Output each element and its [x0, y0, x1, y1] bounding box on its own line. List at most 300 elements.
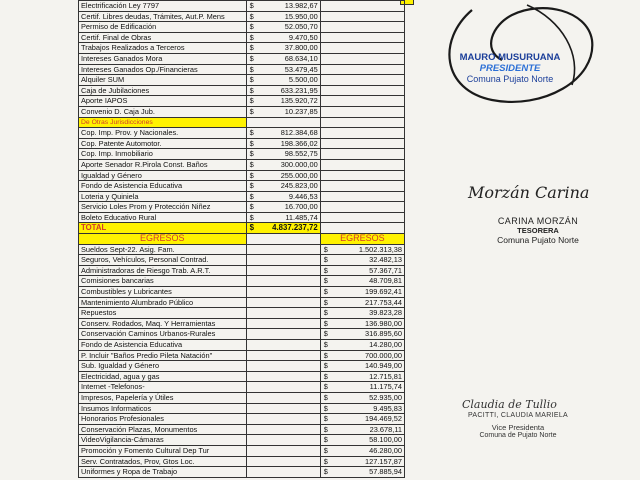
amount-cell	[323, 393, 402, 403]
ingreso-row	[79, 75, 405, 86]
egreso-row	[79, 276, 405, 287]
amount-value: 98.552,75	[284, 149, 318, 159]
ledger-table	[78, 0, 405, 478]
total-row	[79, 223, 405, 234]
currency-symbol: $	[249, 53, 254, 63]
row-label: Combustibles y Lubricantes	[79, 287, 247, 298]
row-amount	[246, 85, 320, 96]
row-amount	[320, 265, 404, 276]
amount-cell	[249, 22, 318, 32]
ingreso-row	[79, 43, 405, 54]
row-amount	[320, 361, 404, 372]
empty-cell	[320, 1, 404, 12]
row-amount	[246, 181, 320, 192]
otras-row	[79, 149, 405, 160]
row-amount	[320, 435, 404, 446]
row-label: Uniformes y Ropa de Trabajo	[79, 467, 247, 478]
amount-value: 9.495,83	[373, 403, 402, 413]
otras-row	[79, 212, 405, 223]
row-label: Servicio Loles Prom y Protección Niñez	[79, 202, 247, 213]
empty-cell	[246, 382, 320, 393]
amount-cell	[249, 202, 318, 212]
empty-cell	[246, 361, 320, 372]
amount-value: 48.709,81	[369, 276, 402, 286]
egreso-row	[79, 424, 405, 435]
egreso-row	[79, 382, 405, 393]
treasurer-role: TESORERA	[517, 226, 559, 235]
empty-cell	[246, 276, 320, 287]
row-amount	[320, 244, 404, 255]
empty-cell	[246, 467, 320, 478]
egreso-row	[79, 255, 405, 266]
amount-value: 23.678,11	[369, 424, 402, 434]
row-amount	[320, 329, 404, 340]
empty-cell	[320, 64, 404, 75]
row-amount	[320, 403, 404, 414]
row-label: Aporte IAPOS	[79, 96, 247, 107]
ingreso-row	[79, 1, 405, 12]
row-amount	[246, 22, 320, 33]
row-label: Conservación Plazas, Monumentos	[79, 424, 247, 435]
row-label: Electricidad, agua y gas	[79, 371, 247, 382]
empty-cell	[246, 234, 320, 245]
row-amount	[320, 255, 404, 266]
row-amount	[320, 382, 404, 393]
empty-cell	[320, 11, 404, 22]
amount-cell	[323, 308, 402, 318]
amount-value: 217.753,44	[365, 297, 402, 307]
row-label: Igualdad y Género	[79, 170, 247, 181]
row-label: Administradoras de Riesgo Trab. A.R.T.	[79, 265, 247, 276]
empty-cell	[320, 32, 404, 43]
amount-value: 52.935,00	[369, 392, 402, 402]
row-amount	[320, 456, 404, 467]
treasurer-name: CARINA MORZÁN	[497, 216, 579, 226]
currency-symbol: $	[249, 149, 254, 159]
amount-value: 9.470,50	[288, 32, 318, 42]
amount-cell	[323, 266, 402, 276]
currency-symbol: $	[323, 318, 328, 328]
amount-value: 32.482,13	[369, 255, 402, 265]
egreso-row	[79, 371, 405, 382]
amount-cell	[323, 298, 402, 308]
row-label: Caja de Jubilaciones	[79, 85, 247, 96]
row-label: Fondo de Asistencia Educativa	[79, 340, 247, 351]
amount-value: 39.823,28	[369, 308, 402, 318]
empty-cell	[246, 435, 320, 446]
amount-cell	[323, 351, 402, 361]
amount-value: 194.469,52	[365, 414, 402, 424]
amount-cell	[249, 160, 318, 170]
empty-cell	[246, 445, 320, 456]
row-amount	[246, 159, 320, 170]
egreso-row	[79, 265, 405, 276]
amount-cell	[249, 43, 318, 53]
egreso-row	[79, 435, 405, 446]
amount-value: 1.502.313,38	[358, 244, 402, 254]
ledger-sheet	[78, 0, 405, 478]
currency-symbol: $	[323, 371, 328, 381]
empty-cell	[246, 244, 320, 255]
empty-cell	[246, 297, 320, 308]
amount-value: 300.000,00	[280, 159, 318, 169]
president-org: Comuna Pujato Norte	[466, 74, 554, 84]
row-label: Cop. Patente Automotor.	[79, 138, 247, 149]
row-amount	[246, 96, 320, 107]
amount-cell	[323, 404, 402, 414]
currency-symbol: $	[323, 403, 328, 413]
egreso-row	[79, 244, 405, 255]
empty-cell	[246, 371, 320, 382]
amount-value: 140.949,00	[365, 361, 402, 371]
amount-cell	[249, 75, 318, 85]
currency-symbol: $	[323, 244, 328, 254]
amount-cell	[323, 446, 402, 456]
empty-cell	[320, 22, 404, 33]
row-label: Trabajos Realizados a Terceros	[79, 43, 247, 54]
row-label: P. Incluir "Baños Predio Pileta Natación"	[79, 350, 247, 361]
empty-cell	[320, 85, 404, 96]
empty-cell	[246, 255, 320, 266]
amount-value: 9.446,53	[288, 191, 318, 201]
row-amount	[246, 170, 320, 181]
amount-cell	[249, 139, 318, 149]
empty-cell	[320, 138, 404, 149]
row-amount	[320, 371, 404, 382]
row-label: Mantenimiento Alumbrado Público	[79, 297, 247, 308]
egreso-row	[79, 467, 405, 478]
amount-value: 245.823,00	[280, 181, 318, 191]
amount-cell	[323, 361, 402, 371]
amount-cell	[249, 86, 318, 96]
ingreso-row	[79, 64, 405, 75]
amount-value: 58.100,00	[369, 435, 402, 445]
row-amount	[246, 212, 320, 223]
amount-cell	[249, 54, 318, 64]
egresos-header-left: EGRESOS	[79, 234, 247, 245]
currency-symbol: $	[323, 350, 328, 360]
row-amount	[320, 445, 404, 456]
amount-cell	[323, 467, 402, 477]
empty-cell	[246, 117, 320, 128]
row-amount	[246, 202, 320, 213]
row-amount	[320, 318, 404, 329]
total-label: TOTAL	[79, 223, 247, 234]
currency-symbol: $	[249, 181, 254, 191]
amount-value: 57.885,94	[369, 467, 402, 477]
egresos-header-right: EGRESOS	[320, 234, 404, 245]
ingreso-row	[79, 85, 405, 96]
row-label: Permiso de Edificación	[79, 22, 247, 33]
amount-cell	[249, 213, 318, 223]
amount-cell	[249, 1, 318, 11]
amount-cell	[323, 457, 402, 467]
currency-symbol: $	[323, 340, 328, 349]
empty-cell	[320, 106, 404, 117]
currency-symbol: $	[323, 265, 328, 275]
empty-cell	[320, 117, 404, 128]
otras-row	[79, 170, 405, 181]
row-label: Certif. Libres deudas, Trámites, Aut.P. Mens	[79, 11, 247, 22]
row-label: Seguros, Vehículos, Personal Contrad.	[79, 255, 247, 266]
amount-cell	[323, 425, 402, 435]
row-label: Aporte Senador R.Pirola Const. Baños	[79, 159, 247, 170]
amount-cell	[323, 340, 402, 350]
row-amount	[320, 276, 404, 287]
row-amount	[246, 64, 320, 75]
amount-value: 16.700,00	[284, 202, 318, 212]
empty-cell	[320, 149, 404, 160]
egreso-row	[79, 414, 405, 425]
currency-symbol: $	[323, 445, 328, 455]
treasurer-handwriting: Morzán Carina	[468, 183, 590, 202]
currency-symbol: $	[249, 223, 254, 233]
amount-cell	[323, 255, 402, 265]
amount-value: 10.237,85	[284, 106, 318, 116]
amount-value: 14.280,00	[369, 340, 402, 349]
ingreso-row	[79, 96, 405, 107]
amount-value: 5.500,00	[288, 75, 318, 85]
otras-row	[79, 128, 405, 139]
empty-cell	[246, 329, 320, 340]
amount-cell	[249, 65, 318, 75]
currency-symbol: $	[249, 106, 254, 116]
amount-cell	[249, 192, 318, 202]
currency-symbol: $	[323, 361, 328, 371]
amount-value: 127.157,87	[365, 456, 402, 466]
amount-value: 13.982,67	[284, 1, 318, 10]
currency-symbol: $	[249, 1, 254, 10]
empty-cell	[320, 53, 404, 64]
empty-cell	[246, 456, 320, 467]
currency-symbol: $	[249, 159, 254, 169]
president-role: PRESIDENTE	[479, 63, 541, 74]
egreso-row	[79, 308, 405, 319]
amount-cell	[249, 223, 318, 233]
row-amount	[320, 287, 404, 298]
empty-cell	[320, 202, 404, 213]
currency-symbol: $	[249, 64, 254, 74]
row-amount	[246, 32, 320, 43]
amount-value: 135.920,72	[280, 96, 318, 106]
amount-value: 46.280,00	[369, 445, 402, 455]
treasurer-stamp	[468, 216, 608, 245]
row-amount	[320, 424, 404, 435]
amount-cell	[249, 107, 318, 117]
egreso-row	[79, 456, 405, 467]
empty-cell	[320, 212, 404, 223]
egreso-row	[79, 361, 405, 372]
empty-cell	[246, 350, 320, 361]
amount-value: 15.950,00	[284, 11, 318, 21]
amount-value: 57.367,71	[369, 265, 402, 275]
row-label: Sueldos Sept-22. Asig. Fam.	[79, 244, 247, 255]
egreso-row	[79, 340, 405, 351]
row-label: Intereses Ganados Op./Financieras	[79, 64, 247, 75]
row-label: Promoción y Fomento Cultural Dep Tur	[79, 445, 247, 456]
currency-symbol: $	[249, 138, 254, 148]
row-label: Conservación Caminos Urbanos-Rurales	[79, 329, 247, 340]
egreso-row	[79, 329, 405, 340]
president-stamp	[440, 52, 580, 84]
row-label: Internet -Telefonos-	[79, 382, 247, 393]
empty-cell	[320, 159, 404, 170]
currency-symbol: $	[249, 11, 254, 21]
currency-symbol: $	[323, 255, 328, 265]
empty-cell	[320, 181, 404, 192]
ingreso-row	[79, 11, 405, 22]
vice-org: Comuna de Pujato Norte	[479, 432, 557, 439]
row-label: Boleto Educativo Rural	[79, 212, 247, 223]
total-amount	[246, 223, 320, 234]
amount-value: 4.837.237,72	[272, 223, 318, 233]
row-amount	[320, 414, 404, 425]
amount-value: 255.000,00	[280, 170, 318, 180]
currency-symbol: $	[249, 191, 254, 201]
egreso-row	[79, 403, 405, 414]
amount-value: 700.000,00	[365, 350, 402, 360]
amount-value: 68.634,10	[284, 53, 318, 63]
section-header-otras-jurisdicciones	[79, 117, 405, 128]
currency-symbol: $	[249, 202, 254, 212]
row-label: Certif. Final de Obras	[79, 32, 247, 43]
row-amount	[246, 138, 320, 149]
empty-cell	[246, 424, 320, 435]
amount-cell	[249, 181, 318, 191]
president-name: MAURO MUSURUANA	[459, 52, 561, 63]
amount-cell	[323, 287, 402, 297]
currency-symbol: $	[323, 467, 328, 477]
section-label: De Otras Jurisdicciones	[79, 117, 247, 128]
currency-symbol: $	[323, 276, 328, 286]
empty-cell	[246, 340, 320, 351]
egreso-row	[79, 445, 405, 456]
empty-cell	[320, 223, 404, 234]
egreso-row	[79, 318, 405, 329]
egreso-row	[79, 287, 405, 298]
row-label: Loteria y Quiniela	[79, 191, 247, 202]
amount-cell	[323, 372, 402, 382]
row-amount	[246, 128, 320, 139]
row-label: Fondo de Asistencia Educativa	[79, 181, 247, 192]
currency-symbol: $	[249, 32, 254, 42]
amount-cell	[323, 276, 402, 286]
otras-row	[79, 191, 405, 202]
otras-row	[79, 181, 405, 192]
row-label: Alquiler SUM	[79, 75, 247, 86]
amount-value: 53.479,45	[284, 64, 318, 74]
currency-symbol: $	[249, 212, 254, 222]
currency-symbol: $	[249, 170, 254, 180]
currency-symbol: $	[323, 382, 328, 392]
amount-cell	[323, 435, 402, 445]
ingreso-row	[79, 32, 405, 43]
amount-cell	[249, 171, 318, 181]
amount-cell	[323, 245, 402, 255]
treasurer-org: Comuna Pujato Norte	[497, 235, 579, 245]
vice-handwriting: Claudia de Tullio	[462, 398, 557, 411]
currency-symbol: $	[249, 75, 254, 85]
empty-cell	[320, 96, 404, 107]
row-label: Intereses Ganados Mora	[79, 53, 247, 64]
empty-cell	[320, 43, 404, 54]
empty-cell	[320, 170, 404, 181]
amount-value: 11.485,74	[285, 212, 318, 222]
row-amount	[246, 53, 320, 64]
row-amount	[320, 350, 404, 361]
empty-cell	[246, 265, 320, 276]
row-label: Cop. Imp. Inmobiliario	[79, 149, 247, 160]
egreso-row	[79, 350, 405, 361]
amount-value: 136.980,00	[365, 318, 402, 328]
vice-role: Vice Presidenta	[491, 423, 545, 432]
amount-cell	[323, 319, 402, 329]
amount-value: 198.366,02	[280, 138, 318, 148]
amount-value: 316.895,60	[365, 329, 402, 339]
currency-symbol: $	[249, 128, 254, 138]
otras-row	[79, 159, 405, 170]
amount-value: 37.800,00	[284, 43, 318, 53]
row-label: Impresos, Papelería y Útiles	[79, 392, 247, 403]
egreso-row	[79, 392, 405, 403]
currency-symbol: $	[323, 297, 328, 307]
row-label: Conserv. Rodados, Maq. Y Herramientas	[79, 318, 247, 329]
empty-cell	[246, 318, 320, 329]
empty-cell	[246, 414, 320, 425]
row-amount	[320, 392, 404, 403]
row-label: Convenio D. Caja Jub.	[79, 106, 247, 117]
amount-cell	[249, 33, 318, 43]
row-label: Honorarios Profesionales	[79, 414, 247, 425]
empty-cell	[320, 75, 404, 86]
currency-symbol: $	[323, 456, 328, 466]
amount-cell	[323, 414, 402, 424]
row-amount	[320, 340, 404, 351]
row-amount	[246, 191, 320, 202]
currency-symbol: $	[249, 96, 254, 106]
row-amount	[246, 75, 320, 86]
empty-cell	[246, 403, 320, 414]
row-amount	[246, 106, 320, 117]
vice-name: PACITTI, CLAUDIA MARIELA	[467, 412, 569, 419]
amount-cell	[249, 128, 318, 138]
currency-symbol: $	[323, 414, 328, 424]
egresos-header-row	[79, 234, 405, 245]
egreso-row	[79, 297, 405, 308]
row-amount	[246, 1, 320, 12]
amount-cell	[249, 149, 318, 159]
row-amount	[320, 467, 404, 478]
row-amount	[246, 43, 320, 54]
amount-value: 199.692,41	[365, 287, 402, 297]
otras-row	[79, 202, 405, 213]
row-amount	[320, 297, 404, 308]
empty-cell	[246, 287, 320, 298]
currency-symbol: $	[323, 424, 328, 434]
amount-cell	[249, 12, 318, 22]
amount-cell	[249, 96, 318, 106]
row-amount	[246, 11, 320, 22]
row-label: Insumos Informaticos	[79, 403, 247, 414]
ingreso-row	[79, 53, 405, 64]
amount-value: 812.384,68	[280, 128, 318, 138]
otras-row	[79, 138, 405, 149]
amount-value: 52.050,70	[284, 22, 318, 32]
row-label: VideoVigilancia-Cámaras	[79, 435, 247, 446]
currency-symbol: $	[249, 22, 254, 32]
currency-symbol: $	[249, 85, 254, 95]
currency-symbol: $	[323, 329, 328, 339]
